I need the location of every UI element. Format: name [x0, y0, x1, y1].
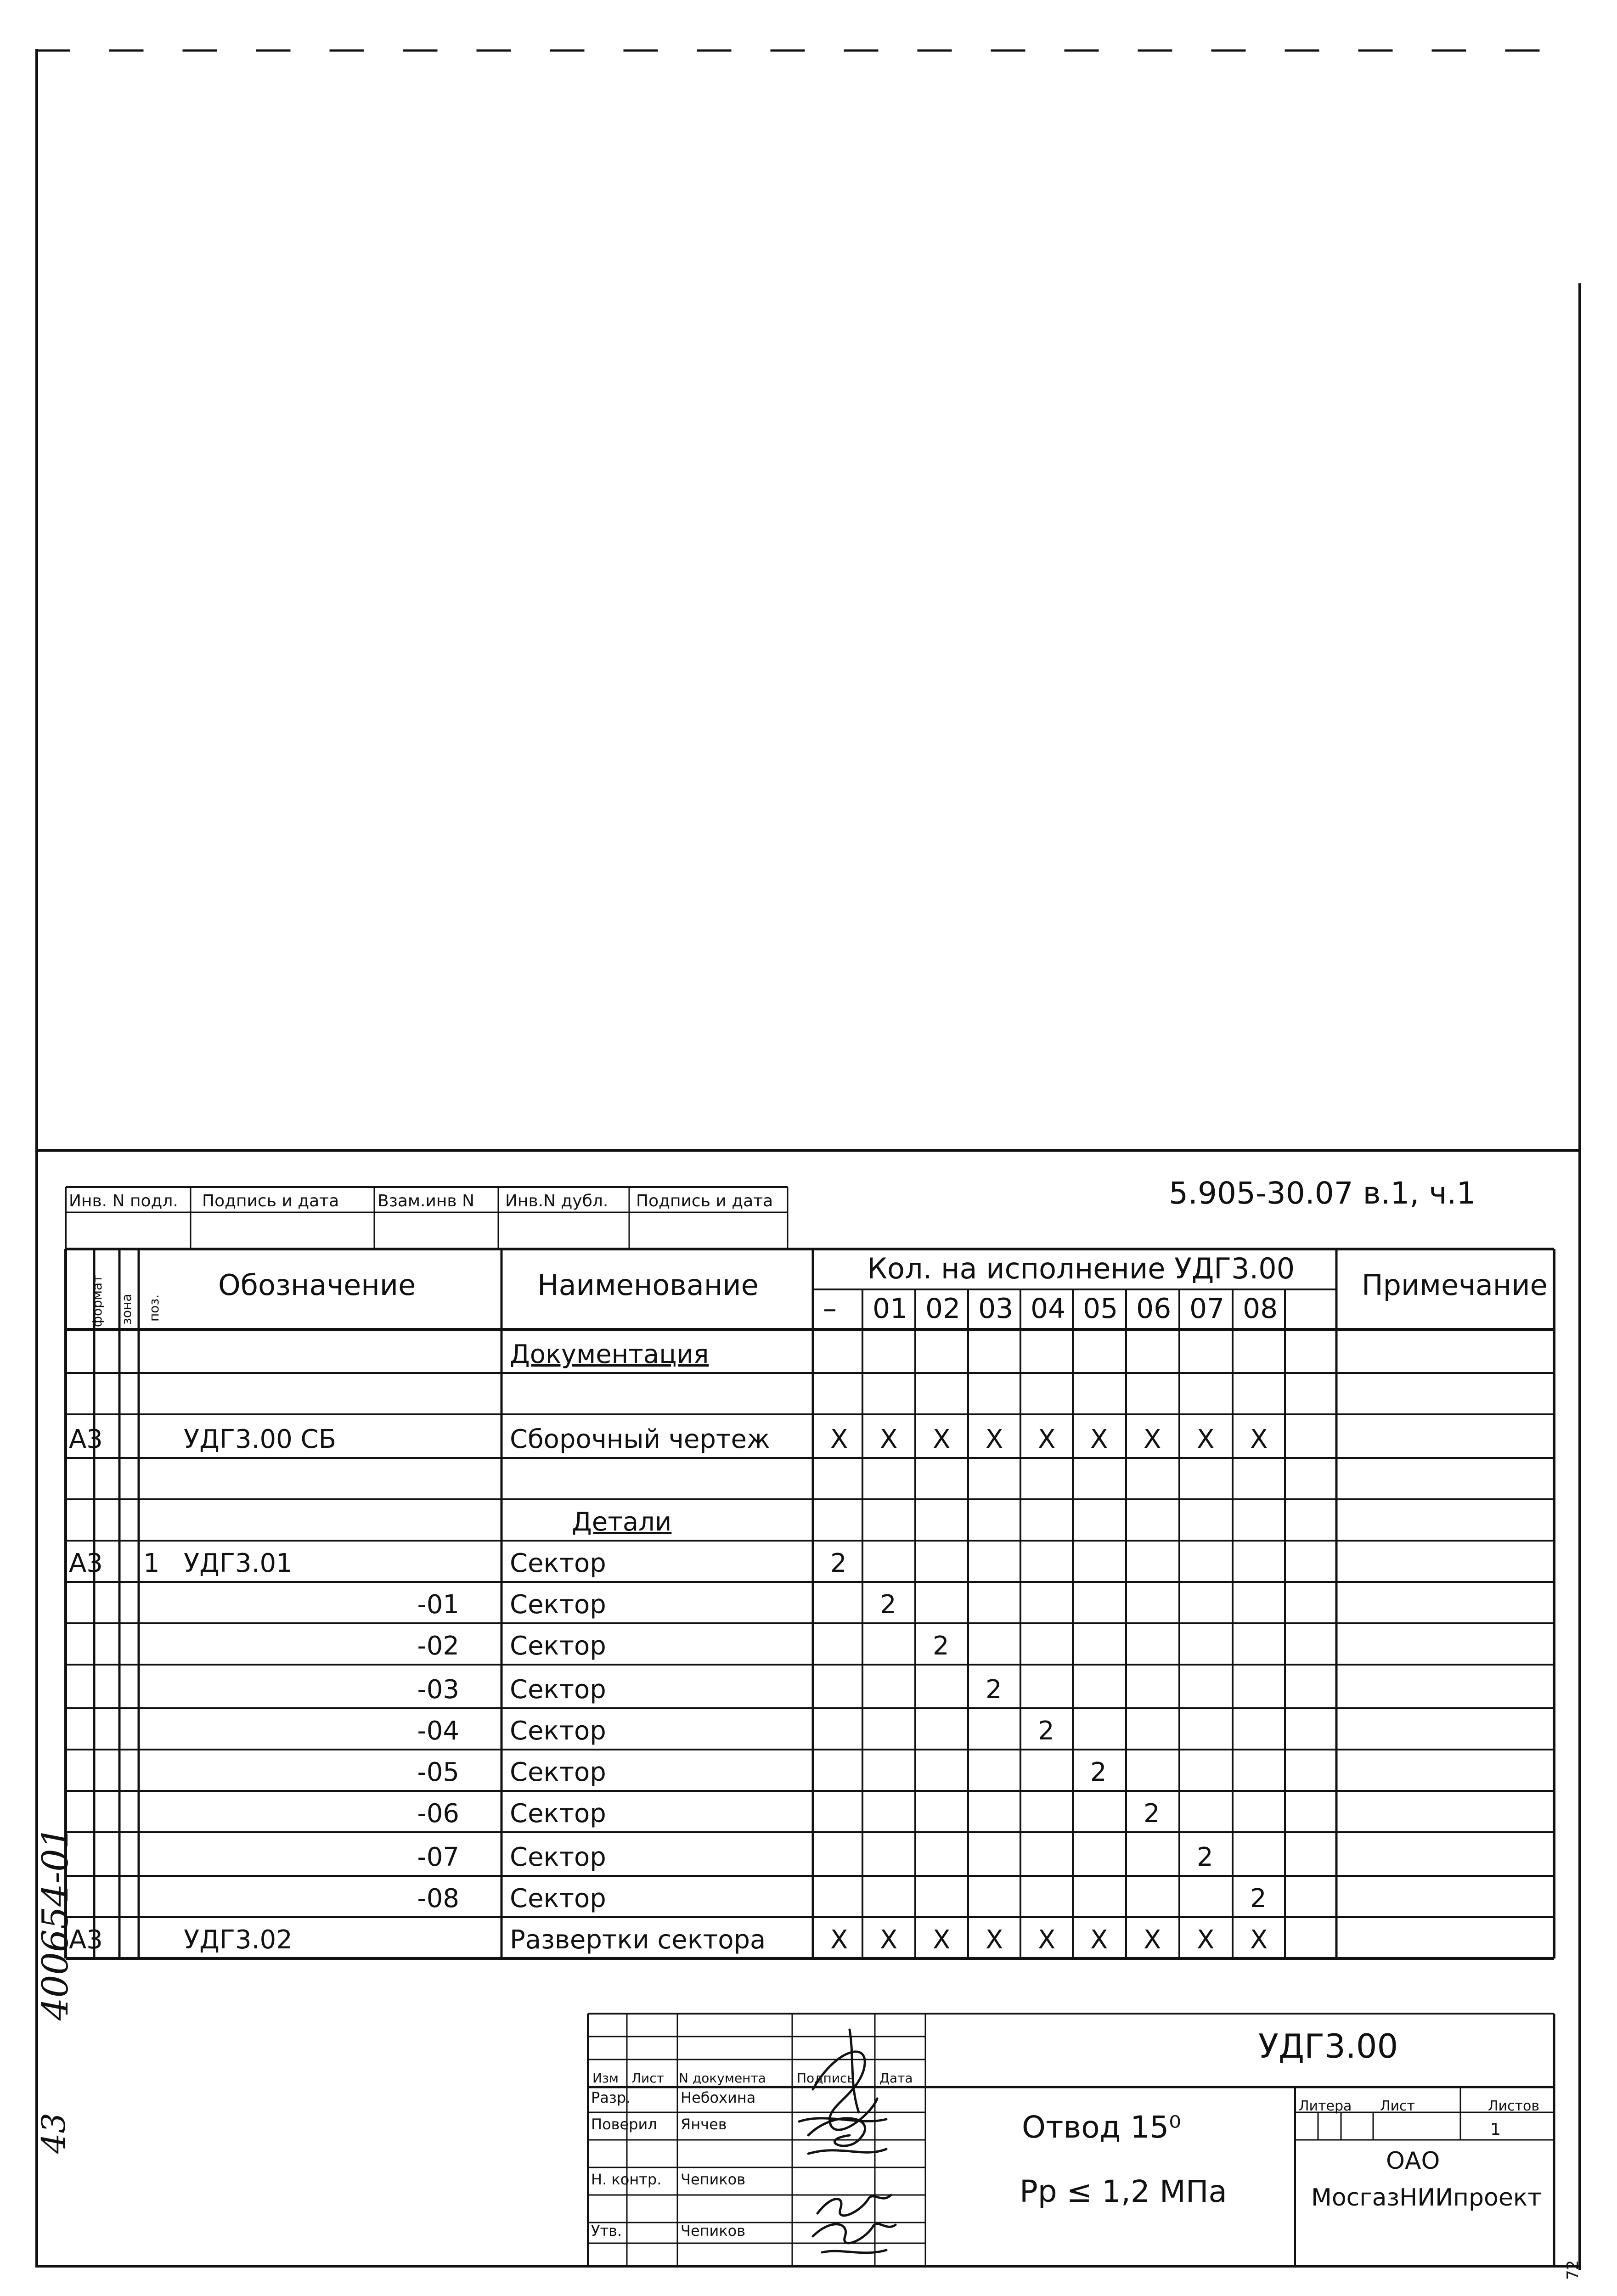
page-marker: 72 — [1564, 2260, 1582, 2280]
title-designation: УДГ3.00 — [1258, 2027, 1398, 2065]
header-exec-3: 02 — [925, 1293, 961, 1325]
cell-qty: 2 — [1197, 1842, 1213, 1872]
cell-designation: -06 — [417, 1799, 459, 1829]
header-naimenovanie: Наименование — [537, 1268, 759, 1302]
cell-name: Сектор — [510, 1842, 606, 1872]
stamp-inv-dubl: Инв.N дубл. — [505, 1192, 608, 1210]
cell-name: Сектор — [510, 1631, 606, 1661]
cell-qty: 2 — [1090, 1757, 1107, 1787]
cell-qty: Х — [1090, 1925, 1108, 1955]
header-exec-5: 04 — [1031, 1293, 1066, 1325]
header-exec-8: 07 — [1189, 1293, 1225, 1325]
cell-name: Сектор — [510, 1884, 606, 1913]
header-exec-2: 01 — [873, 1293, 908, 1325]
header-exec-9: 08 — [1243, 1293, 1278, 1325]
header-poz: поз. — [146, 1294, 162, 1322]
cell-qty: Х — [1250, 1925, 1268, 1955]
cell-qty: Х — [1144, 1925, 1161, 1955]
stamp-inv-podl: Инв. N подл. — [69, 1192, 178, 1210]
title-line-2: Рр ≤ 1,2 МПа — [1020, 2174, 1227, 2209]
side-mark: 43 — [35, 2112, 73, 2154]
cell-name: Сектор — [510, 1757, 606, 1787]
cell-designation: -03 — [417, 1675, 459, 1705]
title-line-1: Отвод 15⁰ — [1022, 2110, 1181, 2145]
cell-designation: -08 — [417, 1884, 459, 1913]
stamp-podpis-data: Подпись и дата — [202, 1192, 339, 1210]
tb-hdr-podpis: Подпись — [797, 2071, 855, 2086]
cell-designation: -05 — [417, 1757, 459, 1787]
cell-qty: 2 — [1144, 1799, 1160, 1829]
cell-qty: Х — [830, 1424, 848, 1454]
tb-hdr-data: Дата — [879, 2071, 913, 2086]
header-zona: зона — [119, 1294, 134, 1325]
cell-format: А3 — [69, 1548, 103, 1578]
cell-qty: Х — [933, 1925, 951, 1955]
cell-qty: 2 — [933, 1631, 949, 1661]
tb-hdr-listov: Листов — [1488, 2098, 1540, 2114]
section-title: Документация — [510, 1339, 709, 1369]
cell-qty: 2 — [1250, 1884, 1267, 1913]
signer-role: Утв. — [591, 2222, 622, 2240]
header-format: формат — [90, 1275, 105, 1327]
header-primechanie: Примечание — [1362, 1268, 1548, 1302]
tb-hdr-list2: Лист — [1380, 2098, 1415, 2114]
document-number: 5.905-30.07 в.1, ч.1 — [1169, 1176, 1476, 1211]
signer-name: Чепиков — [681, 2171, 746, 2188]
cell-name: Сектор — [510, 1590, 606, 1620]
tb-hdr-ndoc: N документа — [679, 2071, 766, 2086]
cell-name: Сектор — [510, 1799, 606, 1829]
cell-qty: Х — [986, 1925, 1003, 1955]
cell-qty: Х — [1090, 1424, 1108, 1454]
signer-name: Янчев — [681, 2116, 727, 2133]
cell-qty: 2 — [880, 1590, 896, 1620]
cell-qty: Х — [1038, 1424, 1056, 1454]
cell-qty: Х — [1144, 1424, 1161, 1454]
cell-designation: УДГ3.02 — [184, 1925, 293, 1955]
cell-designation: -07 — [417, 1842, 459, 1872]
cell-designation: УДГ3.01 — [184, 1548, 293, 1578]
cell-qty: Х — [1197, 1925, 1215, 1955]
cell-qty: Х — [1038, 1925, 1056, 1955]
cell-qty: 2 — [1038, 1716, 1054, 1746]
header-exec-4: 03 — [978, 1293, 1014, 1325]
cell-qty: Х — [1250, 1424, 1268, 1454]
cell-name: Сектор — [510, 1548, 606, 1578]
organization-line-1: ОАО — [1386, 2147, 1440, 2175]
cell-qty: 2 — [830, 1548, 847, 1578]
tb-hdr-litera: Литера — [1299, 2098, 1352, 2114]
cell-designation: -04 — [417, 1716, 459, 1746]
cell-name: Сборочный чертеж — [510, 1424, 770, 1454]
header-exec-7: 06 — [1136, 1293, 1172, 1325]
signer-name: Чепиков — [681, 2222, 746, 2240]
cell-qty: Х — [986, 1424, 1003, 1454]
tb-hdr-izm: Изм — [592, 2071, 619, 2086]
signer-role: Н. контр. — [591, 2171, 662, 2188]
cell-poz: 1 — [143, 1548, 160, 1578]
handwritten-signatures — [781, 2020, 900, 2259]
header-kolichestvo: Кол. на исполнение УДГ3.00 — [867, 1252, 1295, 1285]
tb-hdr-list: Лист — [631, 2071, 664, 2086]
side-inventory-number: 400654-01 — [35, 1826, 76, 2020]
cell-qty: Х — [933, 1424, 951, 1454]
cell-name: Сектор — [510, 1675, 606, 1705]
cell-format: А3 — [69, 1925, 103, 1955]
cell-format: А3 — [69, 1424, 103, 1454]
cell-qty: Х — [880, 1925, 898, 1955]
cell-name: Сектор — [510, 1716, 606, 1746]
stamp-podpis-data-2: Подпись и дата — [636, 1192, 773, 1210]
signer-role: Поверил — [591, 2116, 657, 2133]
cell-qty: 2 — [986, 1675, 1002, 1705]
cell-designation: -01 — [417, 1590, 459, 1620]
cell-designation: -02 — [417, 1631, 459, 1661]
header-oboznachenie: Обозначение — [218, 1268, 416, 1302]
header-exec-6: 05 — [1083, 1293, 1118, 1325]
cell-qty: Х — [1197, 1424, 1215, 1454]
stamp-vzam-inv: Взам.инв N — [377, 1192, 475, 1210]
section-title: Детали — [572, 1507, 672, 1537]
cell-qty: Х — [830, 1925, 848, 1955]
organization-line-2: МосгазНИИпроект — [1311, 2184, 1542, 2212]
header-exec-1: – — [823, 1293, 837, 1325]
signer-role: Разр. — [591, 2089, 631, 2106]
tb-listov-value: 1 — [1490, 2120, 1501, 2139]
signer-name: Небохина — [681, 2089, 756, 2106]
cell-designation: УДГ3.00 СБ — [184, 1424, 337, 1454]
cell-name: Развертки сектора — [510, 1925, 766, 1955]
cell-qty: Х — [880, 1424, 898, 1454]
